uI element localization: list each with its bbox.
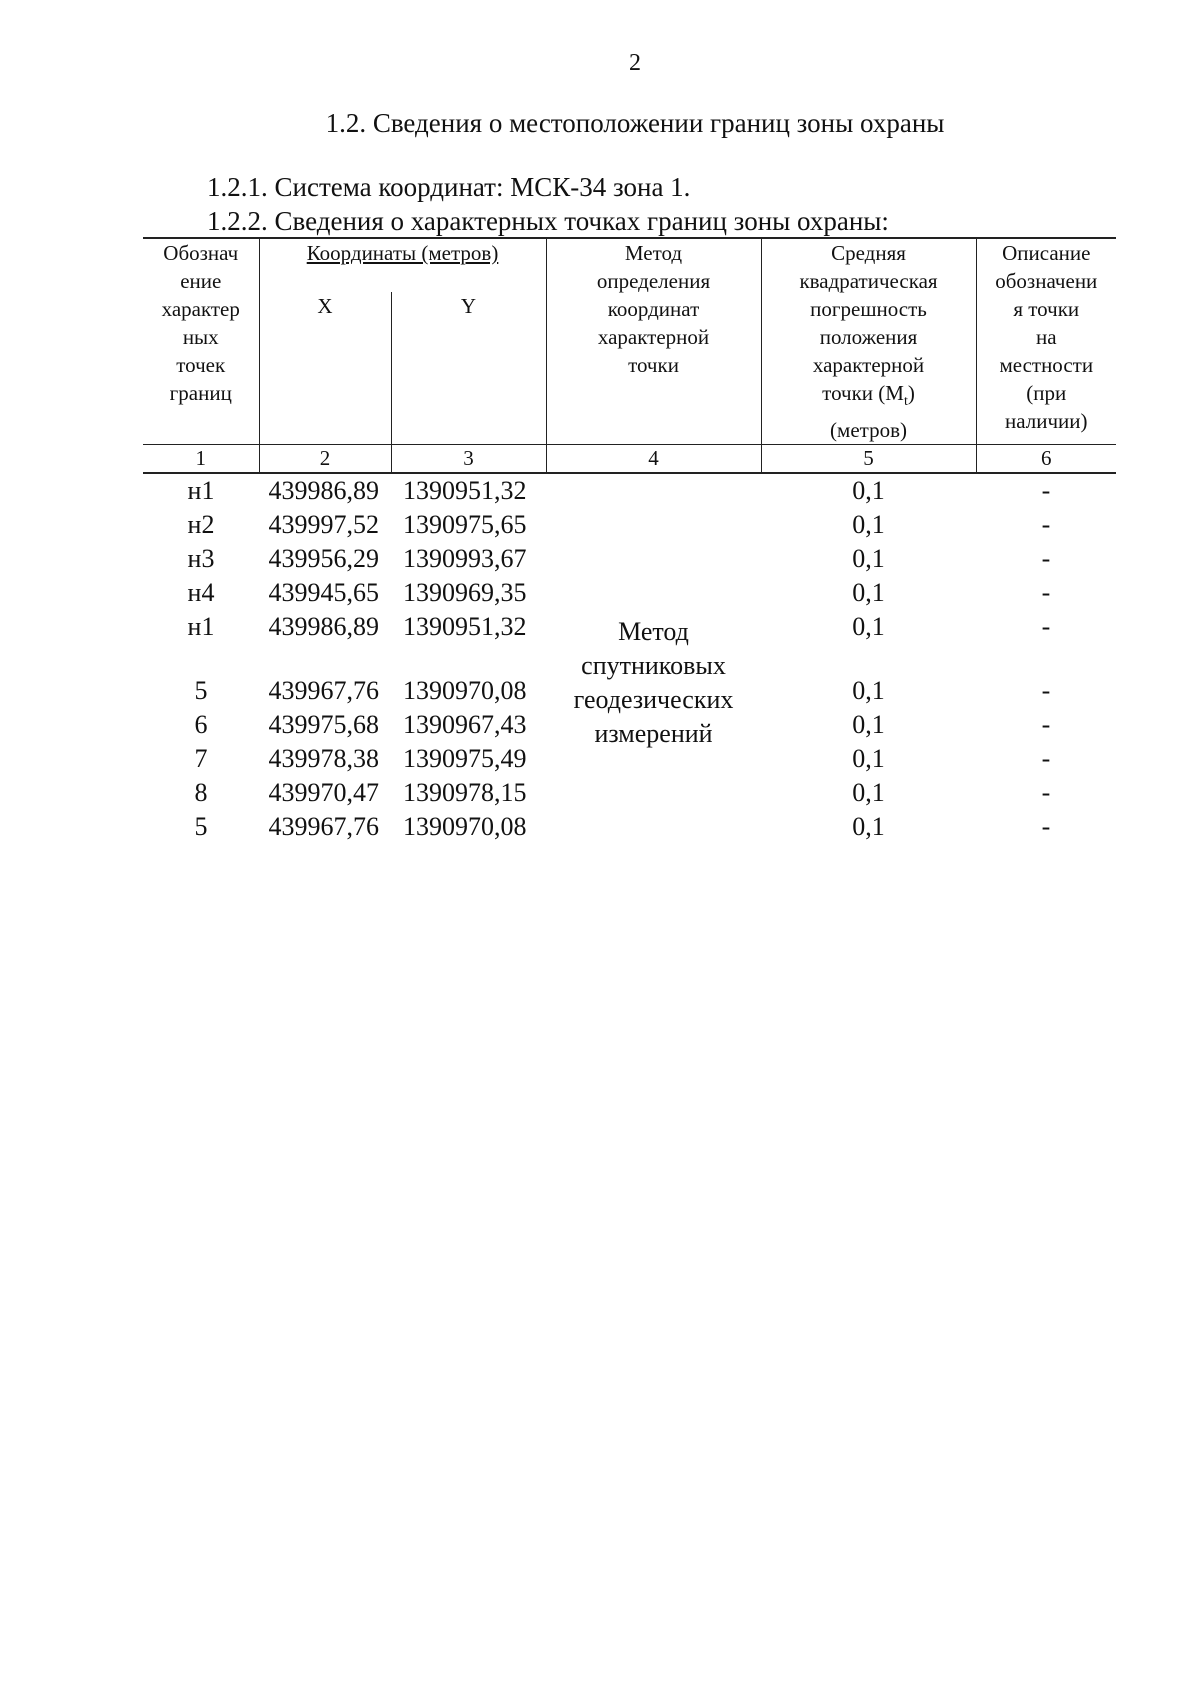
header-line: Средняя [831,241,906,265]
point-id-cell: н1 [187,476,215,506]
table-row [143,473,1116,508]
header-line: местности [999,353,1094,377]
method-line: измерений [594,719,713,749]
method-line: Метод [618,617,689,647]
y-coordinate-cell: 1390970,08 [403,676,527,706]
spacer-cell [143,644,259,674]
x-coordinate-cell: 439986,89 [268,612,379,642]
description-cell: - [1041,612,1051,642]
error-cell: 0,1 [852,744,885,774]
spacer-cell [976,644,1116,674]
header-description [976,238,1116,445]
header-line: квадратическая [799,269,938,293]
header-line: характер [161,297,240,321]
header-line: Метод [624,241,683,265]
header-line: положения [819,325,918,349]
x-coordinate-cell: 439945,65 [268,578,379,608]
point-id-cell: н4 [187,578,215,608]
description-cell: - [1041,544,1051,574]
error-cell: 0,1 [852,778,885,808]
column-number: 1 [143,445,259,474]
y-coordinate-cell: 1390970,08 [403,812,527,842]
point-id-cell: н3 [187,544,215,574]
description-cell: - [1041,510,1051,540]
header-designation [143,238,259,445]
point-id-cell: 7 [194,744,208,774]
header-line: точки $(M_t)$ [822,381,915,410]
y-coordinate-cell: 1390969,35 [403,578,527,608]
header-line: границ [169,381,232,405]
y-coordinate-cell: 1390967,43 [403,710,527,740]
header-line: обозначени [995,269,1098,293]
header-y: Y [391,292,546,445]
x-coordinate-cell: 439956,29 [268,544,379,574]
header-line: координат [607,297,700,321]
column-number: 4 [546,445,761,474]
header-coordinates [259,238,546,292]
error-cell: 0,1 [852,510,885,540]
method-line: геодезических [573,685,734,715]
header-line: я точки [1013,297,1080,321]
description-cell: - [1041,676,1051,706]
x-coordinate-cell: 439997,52 [268,510,379,540]
error-cell: 0,1 [852,476,885,506]
column-number: 5 [761,445,976,474]
header-line: ных [182,325,219,349]
point-id-cell: 6 [194,710,208,740]
error-cell: 0,1 [852,710,885,740]
method-cell [546,473,761,844]
column-number: 6 [976,445,1116,474]
description-cell: - [1041,744,1051,774]
header-line: Обознач [163,241,239,265]
header-line: точек [176,353,226,377]
header-line: Описание [1002,241,1091,265]
header-x: X [259,292,391,445]
table-body [143,473,1116,844]
y-coordinate-cell: 1390951,32 [403,476,527,506]
header-line: определения [596,269,711,293]
header-line: ение [180,269,222,293]
error-cell: 0,1 [852,578,885,608]
column-number: 2 [259,445,391,474]
x-coordinate-cell: 439967,76 [268,812,379,842]
x-coordinate-cell: 439978,38 [268,744,379,774]
y-coordinate-cell: 1390951,32 [403,612,527,642]
spacer-cell [761,644,976,674]
page-number: 2 [629,50,641,76]
x-coordinate-cell: 439967,76 [268,676,379,706]
spacer-cell [259,644,391,674]
header-line: на [1035,325,1057,349]
column-numbers-row [143,445,1116,474]
header-coordinates-label: Координаты (метров) [306,241,499,265]
point-id-cell: 5 [194,812,208,842]
boundary-points-table [143,237,1116,844]
header-line: наличии) [1005,409,1088,433]
description-cell: - [1041,578,1051,608]
header-line: (метров) [830,418,907,443]
coordinate-system-heading: 1.2.1. Система координат: МСК-34 зона 1. [207,172,691,202]
error-cell: 0,1 [852,544,885,574]
error-cell: 0,1 [852,812,885,842]
x-coordinate-cell: 439975,68 [268,710,379,740]
y-coordinate-cell: 1390975,65 [403,510,527,540]
spacer-cell [391,644,546,674]
description-cell: - [1041,812,1051,842]
point-id-cell: 8 [194,778,208,808]
header-method [546,238,761,445]
x-coordinate-cell: 439970,47 [268,778,379,808]
point-id-cell: н2 [187,510,215,540]
points-heading: 1.2.2. Сведения о характерных точках границ зоны охраны: [207,206,889,236]
y-coordinate-cell: 1390993,67 [403,544,527,574]
description-cell: - [1041,710,1051,740]
point-id-cell: н1 [187,612,215,642]
description-cell: - [1041,476,1051,506]
y-coordinate-cell: 1390975,49 [403,744,527,774]
error-cell: 0,1 [852,612,885,642]
x-coordinate-cell: 439986,89 [268,476,379,506]
header-line: характерной [597,325,710,349]
header-line: погрешность [810,297,927,321]
method-line: спутниковых [581,651,726,681]
point-id-cell: 5 [194,676,208,706]
y-coordinate-cell: 1390978,15 [403,778,527,808]
header-line: точки [628,353,679,377]
error-cell: 0,1 [852,676,885,706]
column-number: 3 [391,445,546,474]
header-line: (при [1026,381,1067,405]
section-title: 1.2. Сведения о местоположении границ зоны охраны [325,108,945,138]
description-cell: - [1041,778,1051,808]
header-error [761,238,976,445]
header-line: характерной [812,353,925,377]
